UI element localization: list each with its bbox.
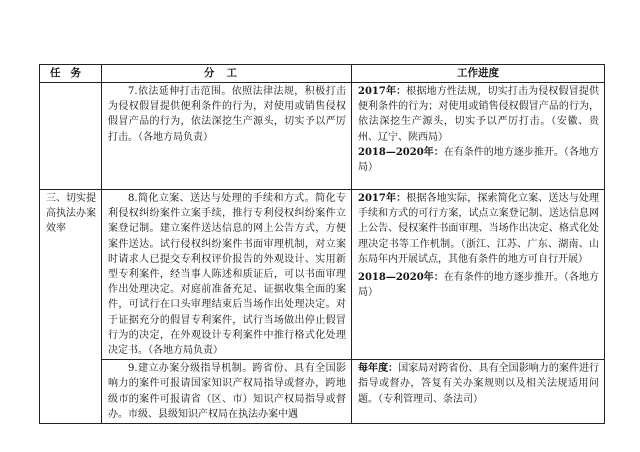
task-cell-empty <box>40 83 102 190</box>
progress-entry <box>358 191 599 267</box>
progress-entry <box>358 361 599 407</box>
division-text: 7.依法延伸打击范围。依照法律法规，积极打击为侵权假冒提供便利条件的行为，对使用或销售侵权假冒产品的行为，依法深挖生产源头，切实予以严厉打击。（各地方局负责） <box>108 86 346 143</box>
progress-year: 2017年： <box>358 193 407 204</box>
progress-cell <box>352 360 605 424</box>
progress-text: 根据各地实际，探索简化立案、送达与处理手续和方式的可行方案，试点立案登记制、送达信息网上公告、侵权案件书面审理、当场作出决定、格式化处理决定书等工作机制。（浙江、江苏、广东、湖南、山东局年内开展试点，其他有条件的地方可自行开展） <box>358 193 600 265</box>
division-text: 8.简化立案、送达与处理的手续和方式。简化专利侵权纠纷案件立案手续，推行专利侵权纠纷案件立案登记制。建立案件送达信息的网上公告方式，方便案件送达。试行侵权纠纷案件书面审理机制，对立案时请求人已提交专利权评价报告的外观设计、实用新型专利案件，经当事人陈述和质证后，可以书面审理作出处理决定。对庭前准备充足、证据收集全面的案件，可试行在口头审理结束后当场作出处理决定。对于证据充分的假冒专利案件，试行当场做出停止假冒行为的决定，在外观设计专利案件中推行格式化处理决定书。（各地方局负责） <box>108 193 346 357</box>
header-division: 分工 <box>102 65 352 83</box>
table-row <box>40 83 605 190</box>
table-header-row <box>40 65 605 83</box>
header-task: 任务 <box>40 65 102 83</box>
progress-cell <box>352 190 605 360</box>
progress-year: 2017年： <box>358 86 407 97</box>
progress-year: 2018—2020年： <box>358 272 444 284</box>
task-table <box>39 64 605 424</box>
progress-text: 在有条件的地方逐步推开。（各地方局） <box>358 272 599 299</box>
header-progress: 工作进度 <box>352 65 605 83</box>
progress-text: 根据地方性法规，切实打击为侵权假冒提供便利条件的行为；对使用或销售侵权假冒产品的行为，依法深挖生产源头，切实予以严厉打击。（安徽、贵州、辽宁、陕西局） <box>358 86 600 143</box>
division-cell <box>102 360 352 424</box>
division-cell <box>102 190 352 360</box>
progress-cell <box>352 83 605 190</box>
table-row <box>40 360 605 424</box>
progress-year: 2018—2020年： <box>358 146 444 158</box>
task-label: 三、切实提高执法办案效率 <box>40 190 102 424</box>
progress-year: 每年度： <box>358 363 399 375</box>
table-row <box>40 190 605 360</box>
progress-entry <box>358 270 599 300</box>
progress-entry <box>358 145 599 175</box>
progress-entry <box>358 84 599 145</box>
progress-text: 在有条件的地方逐步推开。（各地方局） <box>358 146 599 174</box>
progress-text: 国家局对跨省份、具有全国影响力的案件进行指导或督办，答复有关办案规则以及相关法规适用问题。（专利管理司、条法司） <box>358 363 600 405</box>
division-cell <box>102 83 352 190</box>
division-text: 9.建立办案分级指导机制。跨省份、具有全国影响力的案件可报请国家知识产权局指导或督办，跨地级市的案件可报请省（区、市）知识产权局指导或督办。市级、县级知识产权局在执法办案中遇 <box>108 363 346 420</box>
